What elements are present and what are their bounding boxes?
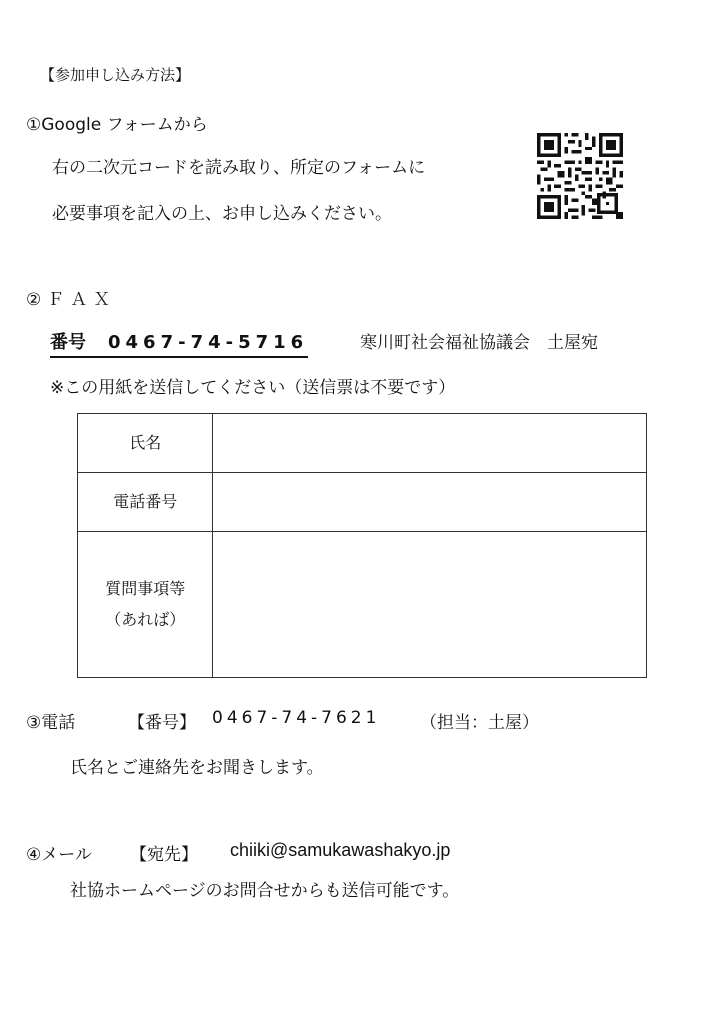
phone-field[interactable] xyxy=(213,473,647,532)
email-address-link[interactable]: chiiki@samukawashakyo.jp xyxy=(230,840,451,860)
section1-line1: 右の二次元コードを読み取り、所定のフォームに xyxy=(52,158,426,178)
phone-number[interactable]: 0467-74-7621 xyxy=(212,708,381,728)
email-label: 【宛先】 xyxy=(130,845,198,865)
section1-line2: 必要事項を記入の上、お申し込みください。 xyxy=(52,204,392,224)
fax-destination: 寒川町社会福祉協議会 土屋宛 xyxy=(360,333,598,353)
question-label-line1: 質問事項等 xyxy=(105,579,186,599)
name-field[interactable] xyxy=(213,414,647,473)
table-row xyxy=(78,532,647,678)
section3-description: 氏名とご連絡先をお聞きします。 xyxy=(70,758,324,778)
question-label xyxy=(78,532,213,678)
fax-form-table xyxy=(77,413,647,678)
phone-contact-person: （担当：土屋） xyxy=(420,713,539,733)
section2-title: ②ＦＡＸ xyxy=(26,290,117,310)
fax-note: ※この用紙を送信してください（送信票は不要です） xyxy=(50,378,456,398)
fax-number-underlined xyxy=(50,328,308,358)
section4-title: ④メール xyxy=(26,845,92,865)
page-heading: 【参加申し込み方法】 xyxy=(40,66,191,84)
phone-number-label: 【番号】 xyxy=(128,713,196,733)
table-row xyxy=(78,473,647,532)
section1-title: ①Google フォームから xyxy=(26,115,208,135)
section4-description: 社協ホームページのお問合せからも送信可能です。 xyxy=(70,881,460,901)
question-label-line2: （あれば） xyxy=(105,609,186,629)
table-row xyxy=(78,414,647,473)
fax-prefix: 番号 xyxy=(50,332,86,353)
name-label: 氏名 xyxy=(78,414,213,473)
qr-code-icon[interactable] xyxy=(537,133,623,219)
fax-number-line xyxy=(50,328,308,358)
section3-title: ③電話 xyxy=(26,713,76,733)
phone-label: 電話番号 xyxy=(78,473,213,532)
question-field[interactable] xyxy=(213,532,647,678)
fax-number: 0467-74-5716 xyxy=(108,332,309,353)
